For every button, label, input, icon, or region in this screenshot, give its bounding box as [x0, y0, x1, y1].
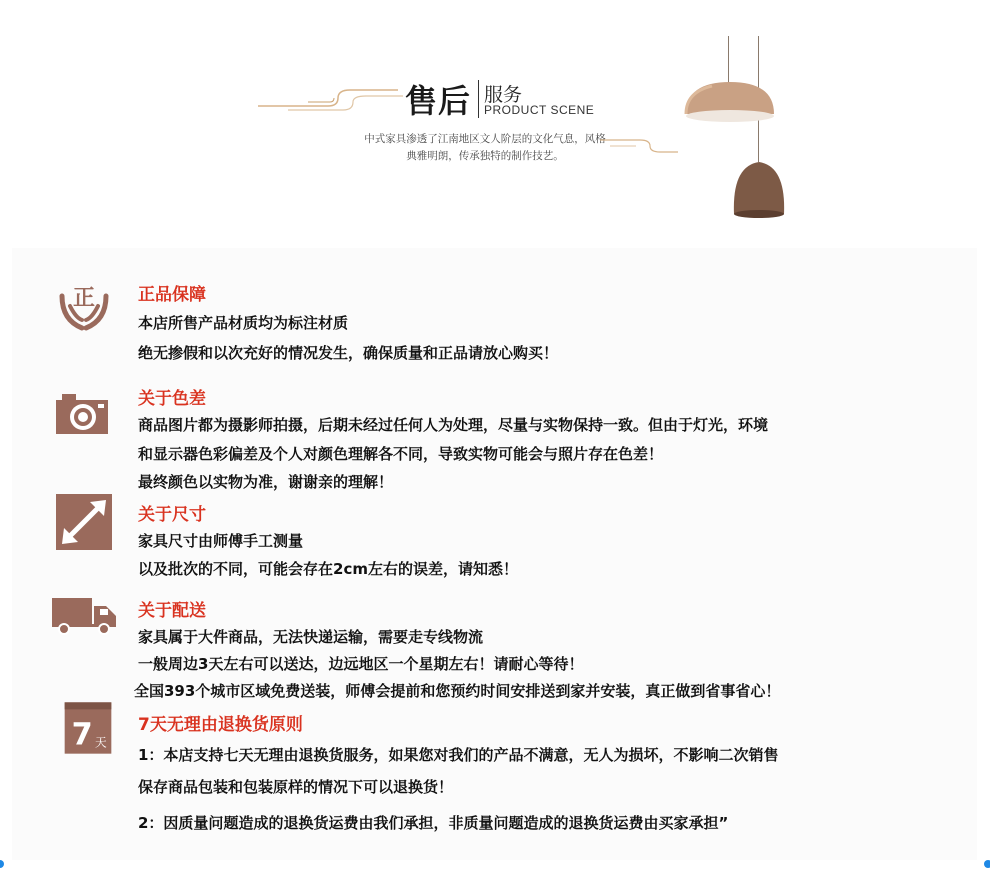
hands-zheng-icon: [56, 276, 112, 332]
header-subtitle: 服务: [484, 84, 523, 106]
section-title: 正品保障: [138, 285, 206, 305]
edge-marker: [984, 860, 990, 868]
decorative-cloud-swirl: [258, 84, 408, 114]
section-line: 和显示器色彩偏差及个人对颜色理解各不同，导致实物可能会与照片存在色差！: [138, 445, 664, 463]
section-line: 本店所售产品材质均为标注材质: [138, 314, 349, 332]
pendant-lamp-icon: [682, 78, 778, 138]
header-description: [330, 131, 640, 165]
seven-days-number: 7: [71, 717, 93, 753]
pendant-lamp-icon: [728, 158, 790, 218]
section-line: 全国393个城市区域免费送装，师傅会提前和您预约时间安排送到家并安装，真正做到省事省心！: [134, 682, 781, 700]
section-line: 家具属于大件商品，无法快递运输，需要走专线物流: [138, 628, 484, 646]
edge-marker: [0, 860, 4, 868]
section-line: 一般周边3天左右可以送达，边远地区一个星期左右！请耐心等待！: [138, 655, 584, 673]
camera-icon: [54, 386, 110, 442]
header-subtitle-en: PRODUCT SCENE: [484, 103, 595, 117]
section-line: 保存商品包装和包装原样的情况下可以退换货！: [138, 778, 454, 796]
section-line: 最终颜色以实物为准，谢谢亲的理解！: [138, 473, 394, 491]
truck-icon: [52, 596, 118, 636]
decorative-cloud-swirl: [600, 132, 680, 158]
section-title: 关于配送: [138, 601, 206, 621]
section-line: 2：因质量问题造成的退换货运费由我们承担，非质量问题造成的退换货运费由买家承担”: [138, 814, 729, 832]
section-line: 家具尺寸由师傅手工测量: [138, 532, 304, 550]
section-title: 关于尺寸: [138, 505, 206, 525]
header-divider: [478, 80, 479, 118]
section-title: 关于色差: [138, 389, 206, 409]
section-line: 以及批次的不同，可能会存在2cm左右的误差，请知悉！: [138, 560, 518, 578]
section-line: 1：本店支持七天无理由退换货服务，如果您对我们的产品不满意，无人为损坏，不影响二次销售: [138, 746, 779, 764]
seven-days-calendar-icon: [60, 700, 116, 756]
section-line: 商品图片都为摄影师拍摄，后期未经过任何人为处理，尽量与实物保持一致。但由于灯光，环境: [138, 416, 769, 434]
header-description-line: 中式家具渗透了江南地区文人阶层的文化气息，风格: [364, 133, 606, 145]
resize-arrow-icon: [56, 494, 112, 550]
section-line: 绝无掺假和以次充好的情况发生，确保质量和正品请放心购买！: [138, 344, 559, 362]
header-title: 售后: [405, 82, 472, 120]
section-title: 7天无理由退换货原则: [138, 715, 303, 735]
after-sales-panel: [12, 248, 977, 860]
header-description-line: 典雅明朗，传承独特的制作技艺。: [406, 150, 564, 162]
seven-days-unit: 天: [94, 735, 107, 750]
zheng-character: 正: [72, 286, 96, 311]
